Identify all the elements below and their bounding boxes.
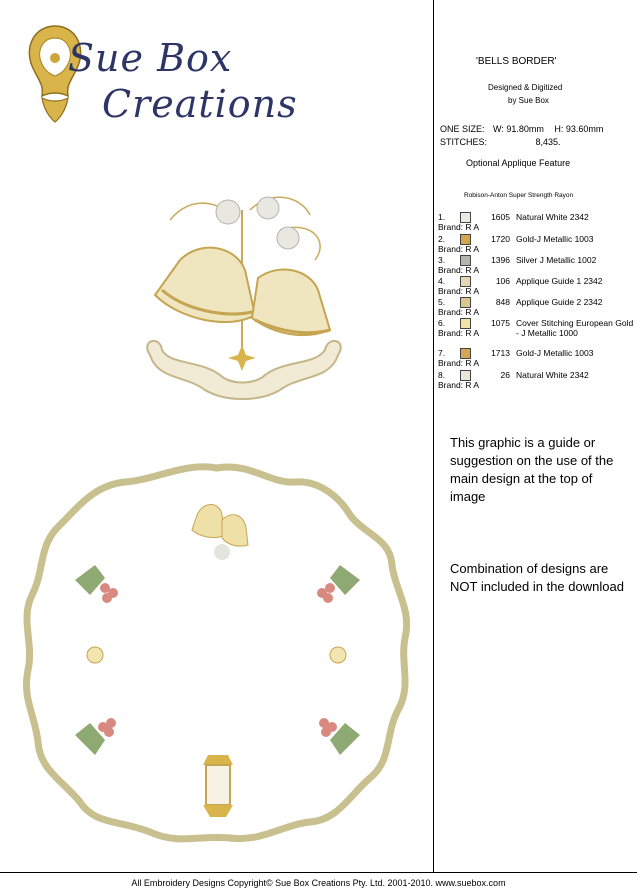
thread-code: 26 [500,370,510,380]
thread-brand-heading: Robison-Anton Super Strength Rayon [464,192,574,199]
thread-name: Applique Guide 1 2342 [516,276,603,286]
designed-label: Designed & Digitized [488,83,563,92]
thread-row [438,212,636,233]
thread-code: 106 [495,276,510,286]
bells-border-design [140,190,350,410]
design-title: 'BELLS BORDER' [476,56,557,67]
size-label: ONE SIZE: [440,124,485,134]
thread-brand: Brand: R A [438,380,480,390]
thread-row [438,348,636,369]
thread-brand: Brand: R A [438,328,480,338]
guide-note: This graphic is a guide or suggestion on the use of the main design at the top of image [450,435,614,504]
thread-code: 1605 [491,212,510,222]
logo-line-1: Sue Box [68,36,233,80]
size-width: W: 91.80mm [493,124,544,134]
thread-name: Gold-J Metallic 1003 [516,348,594,358]
doily-layout-example [20,460,415,845]
stitches-label: STITCHES: [440,137,488,147]
stitches-row [440,137,561,147]
stitches-value: 8,435. [535,137,561,147]
combination-note: Combination of designs are NOT included in the download [450,561,624,594]
vertical-divider [433,0,434,872]
thread-name: Cover Stitching European Gold - J Metallic 1000 [516,318,634,338]
thread-row [438,276,636,297]
thread-name: Natural White 2342 [516,370,589,380]
thread-code: 1075 [491,318,510,328]
thread-row [438,234,636,255]
thread-number: 6. [438,318,446,328]
thread-brand: Brand: R A [438,222,480,232]
thread-number: 2. [438,234,446,244]
thread-brand: Brand: R A [438,265,480,275]
sue-box-logo [20,18,298,138]
applique-note: Optional Applique Feature [466,158,571,168]
thread-number: 4. [438,276,446,286]
footer-divider [0,872,637,873]
thread-brand: Brand: R A [438,286,480,296]
size-height: H: 93.60mm [554,124,604,134]
size-row [440,124,603,134]
thread-number: 5. [438,297,446,307]
copyright-footer: All Embroidery Designs Copyright© Sue Box Creations Pty. Ltd. 2001-2010. www.suebox.com [131,878,506,888]
thread-brand: Brand: R A [438,307,480,317]
thread-name: Gold-J Metallic 1003 [516,234,594,244]
designer-name: by Sue Box [508,96,549,105]
thread-number: 1. [438,212,446,222]
thread-number: 8. [438,370,446,380]
thread-row [438,297,636,318]
thread-name: Applique Guide 2 2342 [516,297,603,307]
thread-name: Silver J Metallic 1002 [516,255,597,265]
logo-line-2: Creations [102,82,298,126]
thread-number: 3. [438,255,446,265]
thread-code: 848 [495,297,510,307]
thread-name: Natural White 2342 [516,212,589,222]
thread-row [438,370,636,391]
thread-brand: Brand: R A [438,244,480,254]
thread-code: 1720 [491,234,510,244]
thread-code: 1713 [491,348,510,358]
thread-number: 7. [438,348,446,358]
thread-row [438,255,636,276]
thread-row [438,318,636,339]
thread-code: 1396 [491,255,510,265]
thread-brand: Brand: R A [438,358,480,368]
